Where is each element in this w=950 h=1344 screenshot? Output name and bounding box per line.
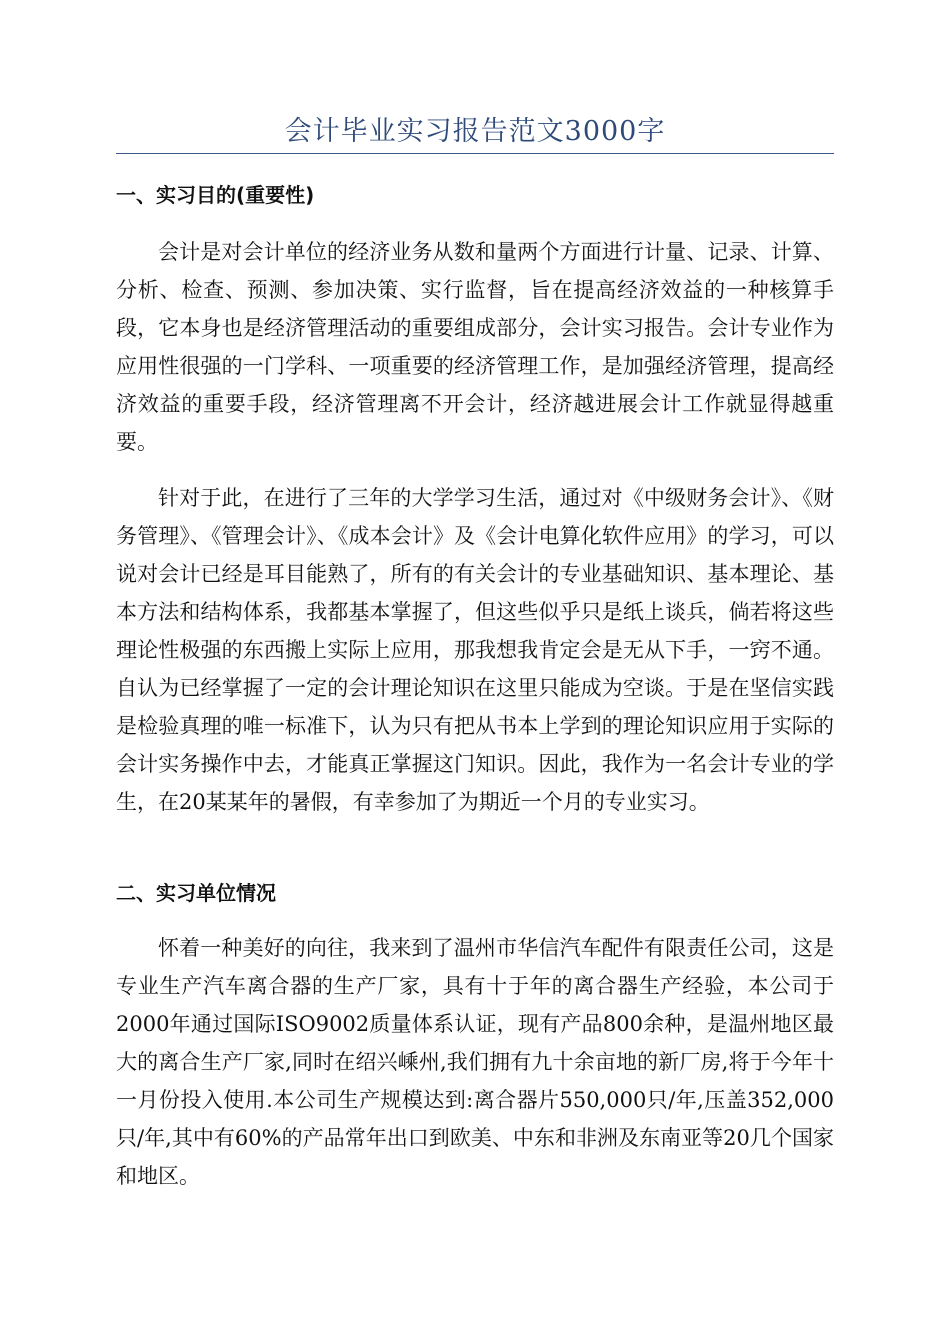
- paragraph-company-1: 怀着一种美好的向往，我来到了温州市华信汽车配件有限责任公司，这是专业生产汽车离合器的生产厂家，具有十于年的离合器生产经验，本公司于2000年通过国际ISO9002质量体系认证，现有产品800余种，是温州地区最大的离合生产厂家,同时在绍兴嵊州,我们拥有九十余亩地的新厂房,将于今年十一月份投入使用.本公司生产规模达到:离合器片550,000只/年,压盖352,000只/年,其中有60%的产品常年出口到欧美、中东和非洲及东南亚等20几个国家和地区。: [116, 936, 834, 1188]
- section-heading-company: 二、实习单位情况: [116, 881, 276, 905]
- paragraph-purpose-1: 会计是对会计单位的经济业务从数和量两个方面进行计量、记录、计算、分析、检查、预测、参加决策、实行监督，旨在提高经济效益的一种核算手段，它本身也是经济管理活动的重要组成部分，会计实习报告。会计专业作为应用性很强的一门学科、一项重要的经济管理工作，是加强经济管理，提高经济效益的重要手段，经济管理离不开会计，经济越进展会计工作就显得越重要。: [116, 240, 834, 454]
- title-divider: [116, 153, 834, 154]
- paragraph-purpose-2: 针对于此，在进行了三年的大学学习生活，通过对《中级财务会计》、《财务管理》、《管理会计》、《成本会计》及《会计电算化软件应用》的学习，可以说对会计已经是耳目能熟了，所有的有关会计的专业基础知识、基本理论、基本方法和结构体系，我都基本掌握了，但这些似乎只是纸上谈兵，倘若将这些理论性极强的东西搬上实际上应用，那我想我肯定会是无从下手，一窍不通。自认为已经掌握了一定的会计理论知识在这里只能成为空谈。于是在坚信实践是检验真理的唯一标准下，认为只有把从书本上学到的理论知识应用于实际的会计实务操作中去，才能真正掌握这门知识。因此，我作为一名会计专业的学生，在20某某年的暑假，有幸参加了为期近一个月的专业实习。: [116, 486, 834, 814]
- section-heading-purpose: 一、实习目的(重要性): [116, 183, 315, 207]
- document-title: 会计毕业实习报告范文3000字: [284, 116, 666, 147]
